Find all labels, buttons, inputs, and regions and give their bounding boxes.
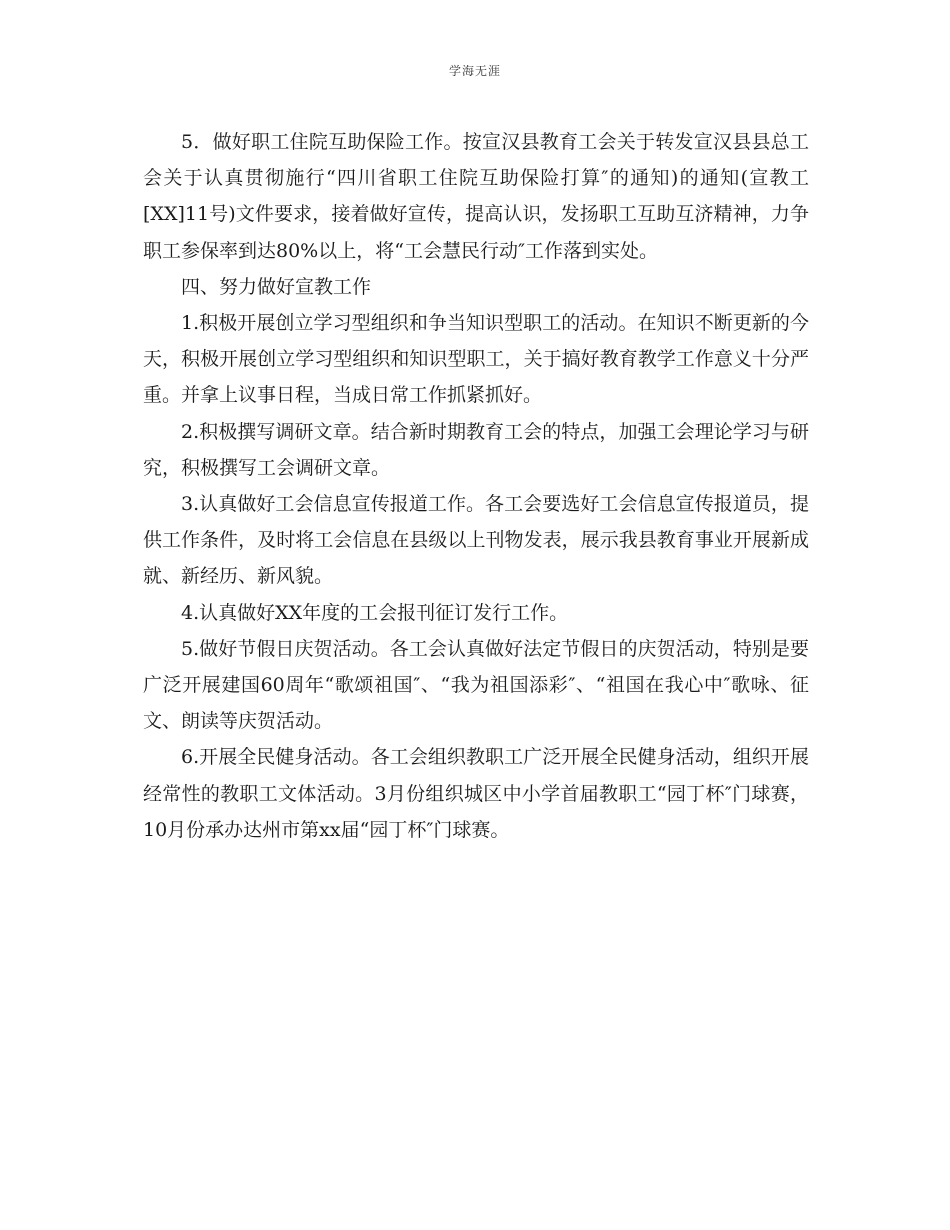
paragraph-insurance: 5．做好职工住院互助保险工作。按宣汉县教育工会关于转发宣汉县县总工会关于认真贯彻施行“四川省职工住院互助保险打算″的通知)的通知(宣教工[XX]11号)文件要求，接着做好宣传，提高认识，发扬职工互助互济精神，力争职工参保率到达80%以上，将“工会慧民行动″工作落到实处。 bbox=[143, 131, 809, 262]
paragraph-subscriptions: 4.认真做好XX年度的工会报刊征订发行工作。 bbox=[181, 601, 569, 624]
document-body bbox=[143, 124, 809, 848]
section-heading-publicity: 四、努力做好宣教工作 bbox=[181, 275, 372, 298]
paragraph-research-articles: 2.积极撰写调研文章。结合新时期教育工会的特点，加强工会理论学习与研究，积极撰写工会调研文章。 bbox=[143, 420, 809, 479]
paragraph-holiday-celebrations: 5.做好节假日庆贺活动。各工会认真做好法定节假日的庆贺活动，特别是要广泛开展建国60周年“歌颂祖国″、“我为祖国添彩″、“祖国在我心中″歌咏、征文、朗读等庆贺活动。 bbox=[143, 637, 809, 733]
paragraph-learning-organization: 1.积极开展创立学习型组织和争当知识型职工的活动。在知识不断更新的今天，积极开展创立学习型组织和知识型职工，关于搞好教育教学工作意义十分严重。并拿上议事日程，当成日常工作抓紧抓好。 bbox=[143, 312, 809, 407]
paragraph-fitness-activities: 6.开展全民健身活动。各工会组织教职工广泛开展全民健身活动，组织开展经常性的教职工文体活动。3月份组织城区中小学首届教职工“园丁杯″门球赛，10月份承办达州市第xx届“园丁杯″门球赛。 bbox=[143, 746, 809, 841]
paragraph-news-reporting: 3.认真做好工会信息宣传报道工作。各工会要选好工会信息宣传报道员，提供工作条件，及时将工会信息在县级以上刊物发表，展示我县教育事业开展新成就、新经历、新风貌。 bbox=[143, 493, 809, 588]
page-header: 学海无涯 bbox=[448, 64, 501, 78]
